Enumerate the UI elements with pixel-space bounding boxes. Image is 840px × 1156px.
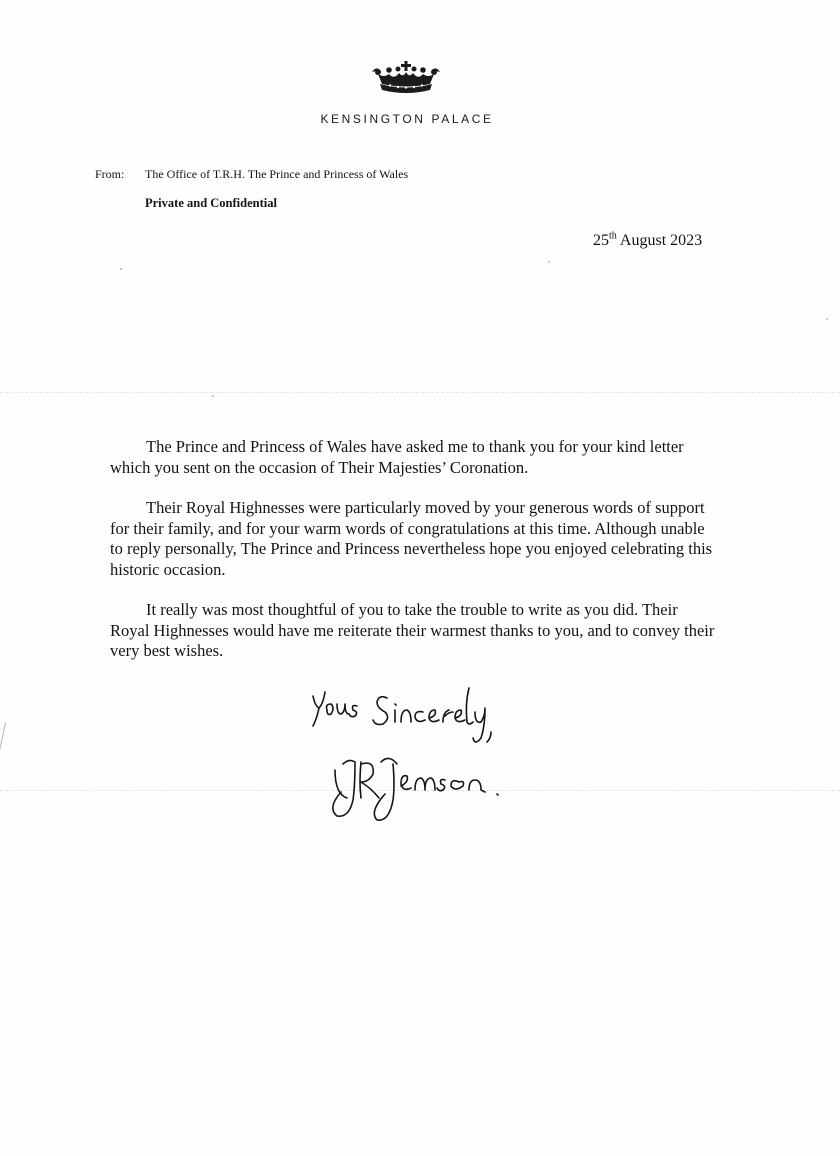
from-label: From: bbox=[95, 167, 125, 181]
fold-line-top bbox=[0, 392, 840, 393]
body-paragraph: Their Royal Highnesses were particularly moved by your generous words of support for their family, and for your warm words of congratulations at this time. Although unable to reply personally, The Prince and Princess nevertheless hope you enjoyed celebrating this historic occasion. bbox=[110, 498, 713, 579]
from-value: The Office of T.R.H. The Prince and Princess of Wales bbox=[145, 167, 409, 181]
date-day: 25 bbox=[593, 232, 609, 249]
scan-speck bbox=[548, 261, 550, 263]
date-ordinal: th bbox=[609, 230, 617, 242]
letterhead-title: KENSINGTON PALACE bbox=[320, 112, 494, 126]
scan-edge-mark bbox=[0, 722, 6, 752]
scan-speck bbox=[212, 395, 214, 397]
handwritten-signature bbox=[305, 682, 515, 832]
letter-date bbox=[593, 232, 702, 250]
body-paragraph: It really was most thoughtful of you to take the trouble to write as you did. Their Royal Highnesses would have me reiterate their warmest thanks to you, and to convey their very best wishes. bbox=[110, 600, 715, 660]
date-month-year: August 2023 bbox=[619, 232, 703, 249]
scan-speck bbox=[120, 268, 122, 270]
scan-speck bbox=[826, 318, 828, 320]
classification-label: Private and Confidential bbox=[145, 196, 277, 210]
letter-body bbox=[110, 437, 720, 682]
body-paragraph: The Prince and Princess of Wales have asked me to thank you for your kind letter which you sent on the occasion of Their Majesties’ Coronation. bbox=[110, 437, 684, 477]
crown-icon bbox=[370, 60, 442, 96]
